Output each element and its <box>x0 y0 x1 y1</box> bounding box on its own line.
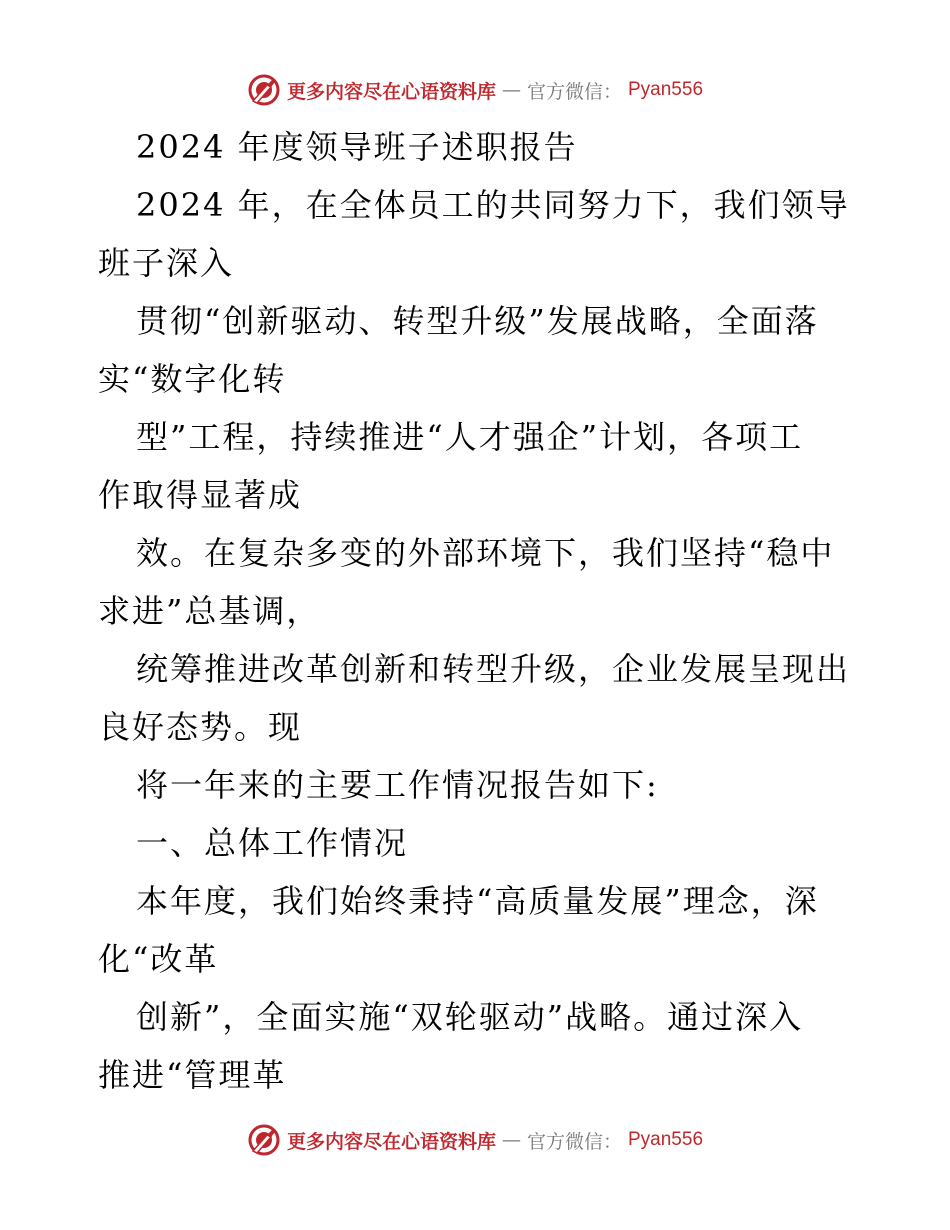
watermark-footer <box>0 1120 950 1160</box>
document-title: 2024 年度领导班子述职报告 <box>136 128 578 166</box>
document-line: 班子深入 <box>98 244 235 282</box>
document-line: 2024 年，在全体员工的共同努力下，我们领导 <box>136 186 850 224</box>
document-line: 求进”总基调， <box>98 592 321 630</box>
document-line: 化“改革 <box>98 940 219 978</box>
watermark-site-text: 更多内容尽在心语资料库 <box>286 1130 496 1153</box>
watermark-header <box>0 70 950 110</box>
pen-logo-icon <box>247 73 281 107</box>
watermark-wechat-id: Pyan556 <box>628 79 704 100</box>
watermark-separator: — <box>501 1129 521 1151</box>
document-line: 将一年来的主要工作情况报告如下: <box>136 766 659 804</box>
watermark-wechat-label: 官方微信： <box>526 80 622 103</box>
watermark-separator: — <box>501 79 521 101</box>
section-heading: 一、总体工作情况 <box>136 824 409 862</box>
watermark-site-text: 更多内容尽在心语资料库 <box>286 80 496 103</box>
document-line: 型”工程，持续推进“人才强企”计划，各项工 <box>136 418 804 456</box>
document-line: 推进“管理革 <box>98 1056 287 1094</box>
document-line: 作取得显著成 <box>98 476 303 514</box>
document-line: 实“数字化转 <box>98 360 287 398</box>
document-line: 效。在复杂多变的外部环境下，我们坚持“稳中 <box>136 534 835 572</box>
document-line: 创新”，全面实施“双轮驱动”战略。通过深入 <box>136 998 804 1036</box>
pen-logo-icon <box>247 1123 281 1157</box>
document-body <box>98 118 858 1104</box>
document-line: 贯彻“创新驱动、转型升级”发展战略，全面落 <box>136 302 819 340</box>
document-line: 良好态势。现 <box>98 708 303 746</box>
watermark-wechat-label: 官方微信： <box>526 1130 622 1153</box>
watermark-wechat-id: Pyan556 <box>628 1129 704 1150</box>
document-line: 本年度，我们始终秉持“高质量发展”理念，深 <box>136 882 819 920</box>
document-line: 统筹推进改革创新和转型升级，企业发展呈现出 <box>136 650 851 688</box>
